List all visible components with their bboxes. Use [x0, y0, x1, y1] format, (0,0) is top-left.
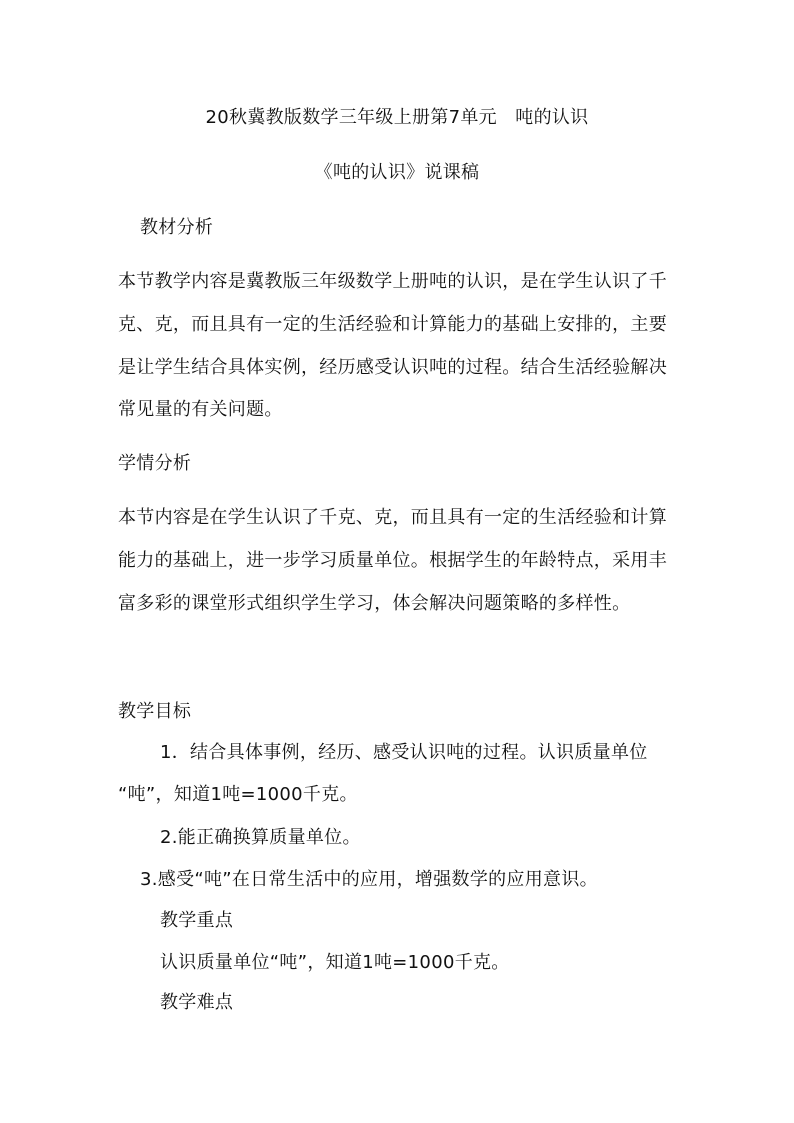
- goal-item-1-continued: “吨”，知道1吨=1000千克。: [118, 784, 358, 805]
- paragraph-line: 本节内容是在学生认识了千克、克，而且具有一定的生活经验和计算: [118, 507, 667, 528]
- section-heading-textbook-analysis: 教材分析: [140, 217, 214, 238]
- paragraph-line: 常见量的有关问题。: [118, 399, 283, 420]
- paragraph-line: 克、克，而且具有一定的生活经验和计算能力的基础上安排的，主要: [118, 314, 667, 335]
- paragraph-line: 富多彩的课堂形式组织学生学习，体会解决问题策略的多样性。: [118, 593, 631, 614]
- paragraph-line: 能力的基础上，进一步学习质量单位。根据学生的年龄特点，采用丰: [118, 550, 667, 571]
- section-heading-teaching-goals: 教学目标: [118, 701, 192, 722]
- section-heading-key-point: 教学重点: [160, 910, 234, 931]
- document-subtitle: 《吨的认识》说课稿: [314, 162, 480, 183]
- paragraph-line: 本节教学内容是冀教版三年级数学上册吨的认识，是在学生认识了千: [118, 271, 667, 292]
- section-heading-student-analysis: 学情分析: [118, 453, 192, 474]
- key-point-text: 认识质量单位“吨”，知道1吨=1000千克。: [160, 952, 510, 973]
- document-title: 20秋冀教版数学三年级上册第7单元 吨的认识: [205, 107, 589, 128]
- goal-item-3: 3.感受“吨”在日常生活中的应用，增强数学的应用意识。: [140, 869, 598, 890]
- goal-item-1: 1．结合具体事例，经历、感受认识吨的过程。认识质量单位: [160, 742, 648, 763]
- paragraph-line: 是让学生结合具体实例，经历感受认识吨的过程。结合生活经验解决: [118, 357, 667, 378]
- goal-item-2: 2.能正确换算质量单位。: [160, 827, 361, 848]
- section-heading-difficulty: 教学难点: [160, 992, 234, 1013]
